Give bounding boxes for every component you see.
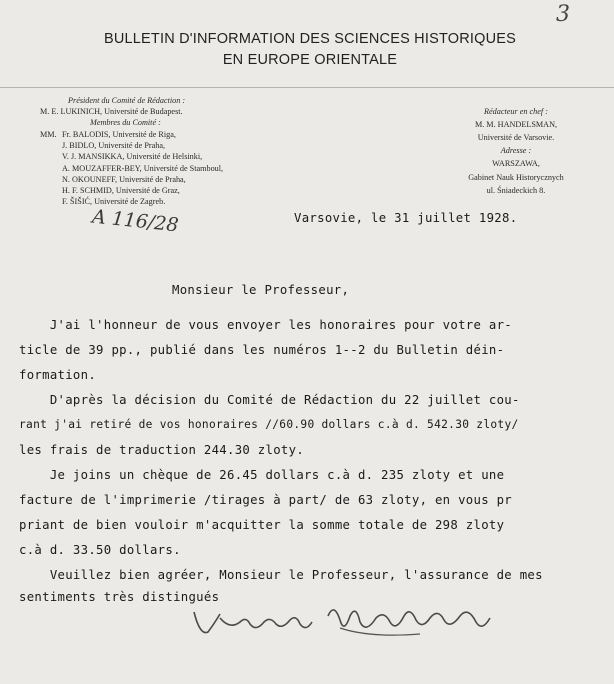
members-prefix: MM. — [40, 130, 57, 139]
letter-line: Je joins un chèque de 26.45 dollars c.à d. 235 zloty et une — [19, 468, 505, 482]
letter-line: c.à d. 33.50 dollars. — [19, 543, 181, 557]
letter-line: formation. — [19, 368, 97, 382]
president-name: M. E. LUKINICH, Université de Budapest. — [40, 107, 183, 116]
member-line: H. F. SCHMID, Université de Graz, — [62, 186, 180, 195]
letter-date: Varsovie, le 31 juillet 1928. — [294, 211, 518, 225]
editor-name: M. M. HANDELSMAN, — [474, 120, 558, 129]
editor-university: Université de Varsovie. — [477, 133, 555, 142]
address-heading: Adresse : — [500, 146, 532, 155]
address-city: WARSZAWA, — [492, 159, 540, 168]
letter-line: sentiments très distingués — [19, 590, 220, 604]
members-heading: Membres du Comité : — [90, 118, 161, 127]
signature — [190, 594, 510, 654]
address-institution: Gabinet Nauk Historycznych — [468, 173, 564, 182]
header-rule — [0, 87, 614, 88]
letter-line: les frais de traduction 244.30 zloty. — [19, 443, 305, 457]
handwritten-reference: A 116/28 — [91, 205, 180, 237]
editor-heading: Rédacteur en chef : — [484, 107, 548, 116]
member-line: Fr. BALODIS, Université de Riga, — [62, 130, 176, 139]
member-line: F. ŠIŠIĆ, Université de Zagreb. — [62, 197, 166, 206]
member-line: J. BIDLO, Université de Praha, — [62, 141, 166, 150]
letter-line: ticle de 39 pp., publié dans les numéros 1--2 du Bulletin déin- — [19, 343, 505, 357]
letter-line: D'après la décision du Comité de Rédaction du 22 juillet cou- — [19, 393, 520, 407]
president-heading: Président du Comité de Rédaction : — [68, 96, 186, 105]
bulletin-title-line-2: EN EUROPE ORIENTALE — [222, 52, 398, 68]
letter-line: J'ai l'honneur de vous envoyer les honoraires pour votre ar- — [19, 318, 513, 332]
member-line: A. MOUZAFFER-BEY, Université de Stamboul, — [62, 164, 224, 173]
letter-line: rant j'ai retiré de vos honoraires //60.90 dollars c.à d. 542.30 zloty/ — [19, 418, 519, 431]
bulletin-title-line-1: BULLETIN D'INFORMATION DES SCIENCES HISTORIQUES — [103, 31, 517, 47]
address-street: ul. Śniadeckich 8. — [486, 186, 546, 195]
member-line: V. J. MANSIKKA, Université de Helsinki, — [62, 152, 203, 161]
letter-line: priant de bien vouloir m'acquitter la somme totale de 298 zloty — [19, 518, 505, 532]
letter-line: facture de l'imprimerie /tirages à part/ de 63 zloty, en vous pr — [19, 493, 513, 507]
letter-line: Veuillez bien agréer, Monsieur le Professeur, l'assurance de mes — [19, 568, 543, 582]
member-line: N. OKOUNEFF, Université de Praha, — [62, 175, 186, 184]
letter-salutation: Monsieur le Professeur, — [172, 283, 350, 297]
page-number: 3 — [556, 2, 570, 27]
